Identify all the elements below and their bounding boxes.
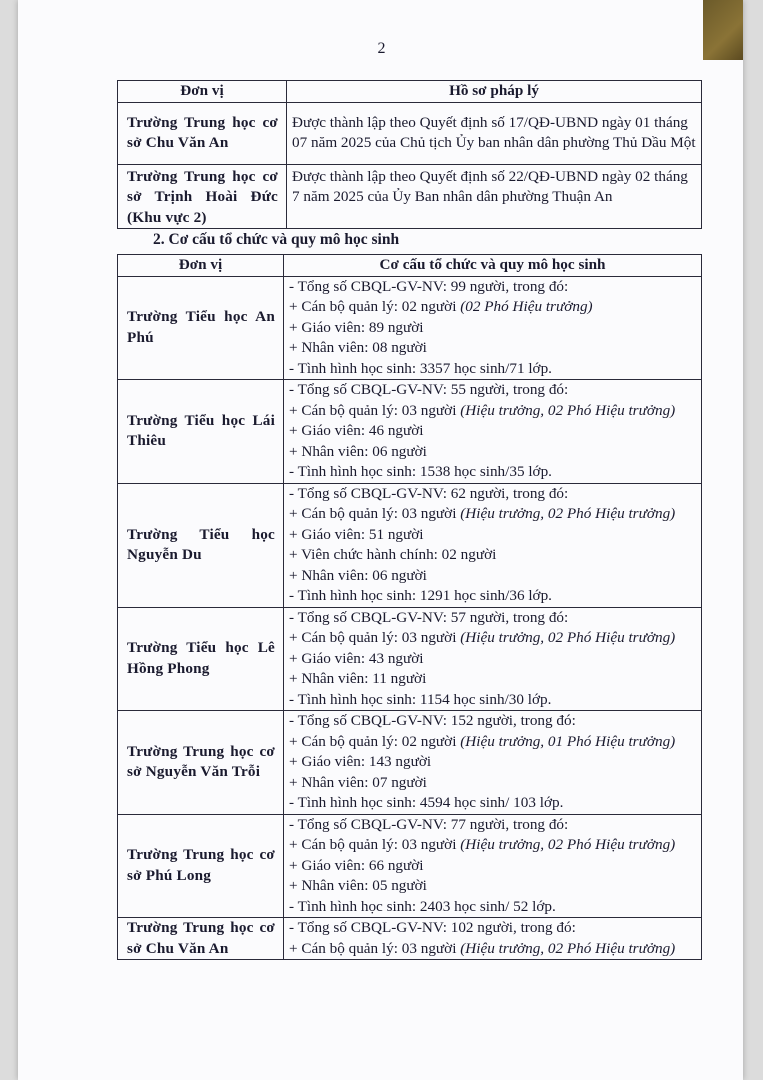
line-note: (Hiệu trưởng, 01 Phó Hiệu trưởng) [460,732,676,750]
line-note: (02 Phó Hiệu trưởng) [460,298,593,315]
structure-line [289,484,696,505]
line-text: - Tình hình học sinh: 2403 học sinh/ 52 lớp. [289,897,556,915]
structure-line [289,525,696,546]
line-note: (Hiệu trưởng, 02 Phó Hiệu trưởng) [460,939,676,957]
structure-cell [284,483,702,607]
line-note: (Hiệu trưởng, 02 Phó Hiệu trưởng) [460,401,676,419]
structure-line [289,586,696,607]
unit-cell: Trường Tiểu học Lái Thiêu [118,380,284,484]
line-text: + Nhân viên: 06 người [289,566,427,584]
structure-line [289,442,696,463]
line-text: - Tổng số CBQL-GV-NV: 57 người, trong đó: [289,608,569,626]
line-text: + Giáo viên: 89 người [289,318,424,336]
structure-line [289,462,696,483]
unit-cell: Trường Tiểu học An Phú [118,276,284,380]
line-text: - Tổng số CBQL-GV-NV: 62 người, trong đó: [289,484,569,502]
line-note: (Hiệu trưởng, 02 Phó Hiệu trưởng) [460,629,676,646]
line-text: - Tình hình học sinh: 1154 học sinh/30 lớp. [289,690,552,708]
unit-cell: Trường Trung học cơ sở Trịnh Hoài Đức (Khu vực 2) [118,164,287,229]
line-text: - Tình hình học sinh: 3357 học sinh/71 lớp. [289,359,552,377]
line-text: + Cán bộ quản lý: 03 người [289,836,461,853]
legal-records-table [117,80,702,229]
structure-line [289,876,696,897]
structure-line [289,545,696,566]
line-text: + Giáo viên: 51 người [289,525,424,543]
column-header-structure: Cơ cấu tổ chức và quy mô học sinh [284,255,702,277]
structure-line [289,277,696,298]
structure-line [289,297,696,318]
table-row [118,164,702,229]
structure-line [289,338,696,359]
structure-line [289,835,696,856]
structure-cell [284,276,702,380]
line-text: + Cán bộ quản lý: 03 người [289,629,461,646]
line-text: - Tình hình học sinh: 1291 học sinh/36 lớp. [289,587,552,604]
column-header-legal: Hồ sơ pháp lý [287,81,702,103]
unit-cell: Trường Trung học cơ sở Chu Văn An [118,918,284,960]
structure-line [289,856,696,877]
line-text: - Tổng số CBQL-GV-NV: 55 người, trong đó: [289,381,569,398]
line-text: - Tình hình học sinh: 1538 học sinh/35 lớp. [289,463,552,480]
structure-line [289,318,696,339]
structure-cell [284,607,702,711]
table-row [118,102,702,164]
structure-line [289,359,696,380]
line-text: - Tổng số CBQL-GV-NV: 77 người, trong đó: [289,815,569,833]
structure-line [289,711,696,732]
line-text: - Tổng số CBQL-GV-NV: 99 người, trong đó: [289,277,569,295]
structure-line [289,773,696,794]
line-text: + Cán bộ quản lý: 02 người [289,298,461,315]
line-note: (Hiệu trưởng, 02 Phó Hiệu trưởng) [460,505,676,522]
structure-cell [284,814,702,918]
line-text: + Cán bộ quản lý: 03 người [289,939,461,957]
line-text: + Cán bộ quản lý: 03 người [289,401,461,419]
table-row [118,483,702,607]
line-text: + Cán bộ quản lý: 02 người [289,732,461,750]
unit-cell: Trường Tiểu học Nguyễn Du [118,483,284,607]
line-text: + Giáo viên: 46 người [289,422,424,439]
structure-line [289,380,696,401]
structure-line [289,421,696,442]
structure-line [289,504,696,525]
line-text: + Nhân viên: 08 người [289,339,427,356]
structure-line [289,793,696,814]
unit-cell: Trường Trung học cơ sở Nguyễn Văn Trỗi [118,711,284,815]
structure-line [289,939,696,960]
column-header-unit: Đơn vị [118,255,284,277]
line-text: + Viên chức hành chính: 02 người [289,546,497,563]
structure-line [289,566,696,587]
line-text: + Nhân viên: 11 người [289,670,427,687]
page-number: 2 [377,40,386,57]
column-header-unit: Đơn vị [118,81,287,103]
structure-line [289,815,696,836]
structure-line [289,752,696,773]
structure-cell [284,918,702,960]
line-text: + Nhân viên: 06 người [289,442,427,460]
line-text: - Tổng số CBQL-GV-NV: 152 người, trong đó: [289,712,576,729]
structure-line [289,401,696,422]
structure-line [289,732,696,753]
structure-cell [284,711,702,815]
line-text: - Tổng số CBQL-GV-NV: 102 người, trong đó: [289,919,576,936]
table-row [118,276,702,380]
line-text: + Cán bộ quản lý: 03 người [289,505,461,522]
structure-line [289,918,696,939]
line-text: + Nhân viên: 05 người [289,877,427,894]
line-text: + Giáo viên: 66 người [289,856,424,874]
line-text: + Giáo viên: 43 người [289,649,424,667]
unit-cell: Trường Trung học cơ sở Phú Long [118,814,284,918]
line-text: + Giáo viên: 143 người [289,753,432,770]
legal-info-cell: Được thành lập theo Quyết định số 22/QĐ-UBND ngày 02 tháng 7 năm 2025 của Ủy Ban nhân dân phường Thuận An [287,164,702,229]
table-header-row [118,81,702,103]
line-text: - Tình hình học sinh: 4594 học sinh/ 103 lớp. [289,794,564,811]
table-row [118,711,702,815]
unit-cell: Trường Trung học cơ sở Chu Văn An [118,102,287,164]
line-text: + Nhân viên: 07 người [289,773,427,791]
organization-table [117,254,702,960]
structure-line [289,628,696,649]
table-row [118,814,702,918]
line-note: (Hiệu trưởng, 02 Phó Hiệu trưởng) [460,836,676,853]
table-row [118,918,702,960]
table-row [118,380,702,484]
structure-line [289,669,696,690]
structure-line [289,649,696,670]
unit-cell: Trường Tiểu học Lê Hồng Phong [118,607,284,711]
legal-info-cell: Được thành lập theo Quyết định số 17/QĐ-UBND ngày 01 tháng 07 năm 2025 của Chủ tịch Ủy ban nhân dân phường Thủ Dầu Một [287,102,702,164]
table-header-row [118,255,702,277]
table-row [118,607,702,711]
structure-line [289,897,696,918]
structure-cell [284,380,702,484]
section-title: 2. Cơ cấu tổ chức và quy mô học sinh [153,231,400,248]
structure-line [289,690,696,711]
structure-line [289,608,696,629]
